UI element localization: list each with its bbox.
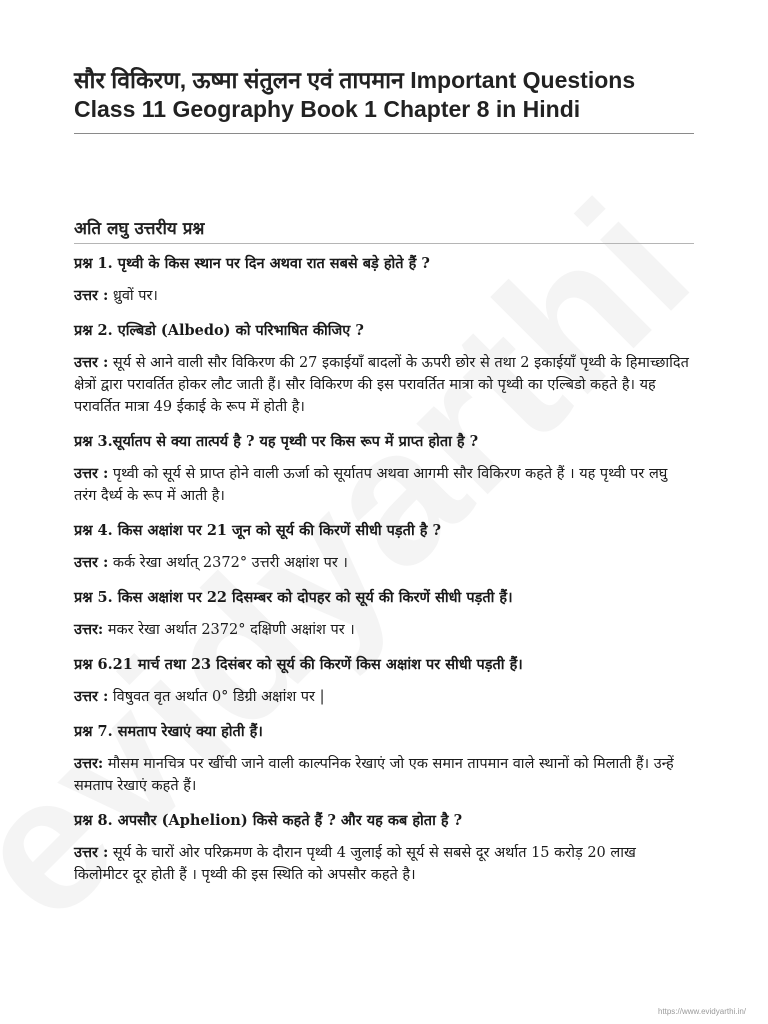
section-divider <box>74 243 694 244</box>
answer-8 <box>74 842 694 886</box>
answer-label: उत्तर : <box>74 465 109 482</box>
footer-url: https://www.evidyarthi.in/ <box>657 1007 746 1016</box>
answer-text: कर्क रेखा अर्थात् 2372° उत्तरी अक्षांश पर । <box>112 555 348 571</box>
section-heading: अति लघु उत्तरीय प्रश्न <box>74 219 205 239</box>
answer-5 <box>74 619 694 641</box>
qa-list <box>74 253 694 886</box>
answer-text: ध्रुवों पर। <box>112 288 158 304</box>
question-4: प्रश्न 4. किस अक्षांश पर 21 जून को सूर्य की किरणें सीधी पड़ती है ? <box>74 522 441 539</box>
answer-3 <box>74 463 694 507</box>
answer-label: उत्तर : <box>74 287 109 304</box>
answer-text: विषुवत वृत अर्थात 0° डिग्री अक्षांश पर | <box>112 689 325 705</box>
document-title <box>74 66 694 124</box>
answer-1 <box>74 285 694 307</box>
answer-label: उत्तर: <box>74 755 104 772</box>
answer-label: उत्तर : <box>74 354 109 371</box>
question-5: प्रश्न 5. किस अक्षांश पर 22 दिसम्बर को दोपहर को सूर्य की किरणें सीधी पड़ती हैं। <box>74 589 513 606</box>
answer-label: उत्तर : <box>74 688 109 705</box>
answer-text: मकर रेखा अर्थात 2372° दक्षिणी अक्षांश पर । <box>107 622 355 638</box>
answer-4 <box>74 552 694 574</box>
question-2: प्रश्न 2. एल्बिडो (Albedo) को परिभाषित कीजिए ? <box>74 322 364 339</box>
answer-2 <box>74 352 694 418</box>
question-8: प्रश्न 8. अपसौर (Aphelion) किसे कहते हैं ? और यह कब होता है ? <box>74 812 463 829</box>
answer-label: उत्तर: <box>74 621 104 638</box>
answer-text: सूर्य से आने वाली सौर विकिरण की 27 इकाईयाँ बादलों के ऊपरी छोर से तथा 2 इकाईयाँ पृथ्वी के हिमाच्छादित क्षेत्रों द्वारा परावर्तित होकर लौट जाती हैं। सौर विकिरण की इस परावर्तित मात्रा को पृथ्वी का एल्बिडो कहते है। यह परावर्तित मात्रा 49 ईकाई के रूप में होती है। <box>74 355 689 415</box>
question-6: प्रश्न 6.21 मार्च तथा 23 दिसंबर को सूर्य की किरणें किस अक्षांश पर सीधी पड़ती हैं। <box>74 656 523 673</box>
title-line-2: Class 11 Geography Book 1 Chapter 8 in Hindi <box>74 96 581 122</box>
question-7: प्रश्न 7. समताप रेखाएं क्या होती हैं। <box>74 723 263 740</box>
question-3: प्रश्न 3.सूर्यातप से क्या तात्पर्य है ? यह पृथ्वी पर किस रूप में प्राप्त होता है ? <box>74 433 479 450</box>
question-1: प्रश्न 1. पृथ्वी के किस स्थान पर दिन अथवा रात सबसे बड़े होते हैं ? <box>74 255 430 272</box>
answer-text: मौसम मानचित्र पर खींची जाने वाली काल्पनिक रेखाएं जो एक समान तापमान वाले स्थानों को मिलाती हैं। उन्हें समताप रेखाएं कहते हैं। <box>74 756 674 794</box>
document-page <box>74 66 694 899</box>
answer-text: पृथ्वी को सूर्य से प्राप्त होने वाली ऊर्जा को सूर्यातप अथवा आगमी सौर विकिरण कहते हैं । यह पृथ्वी पर लघु तरंग दैर्ध्य के रूप में आती है। <box>74 466 668 504</box>
answer-7 <box>74 753 694 797</box>
answer-label: उत्तर : <box>74 844 109 861</box>
answer-label: उत्तर : <box>74 554 109 571</box>
title-divider <box>74 133 694 134</box>
title-line-1: सौर विकिरण, ऊष्मा संतुलन एवं तापमान Important Questions <box>74 67 636 93</box>
answer-text: सूर्य के चारों ओर परिक्रमण के दौरान पृथ्वी 4 जुलाई को सूर्य से सबसे दूर अर्थात 15 करोड़ 20 लाख किलोमीटर दूर होती हैं । पृथ्वी की इस स्थिति को अपसौर कहते है। <box>74 845 636 883</box>
answer-6 <box>74 686 694 708</box>
